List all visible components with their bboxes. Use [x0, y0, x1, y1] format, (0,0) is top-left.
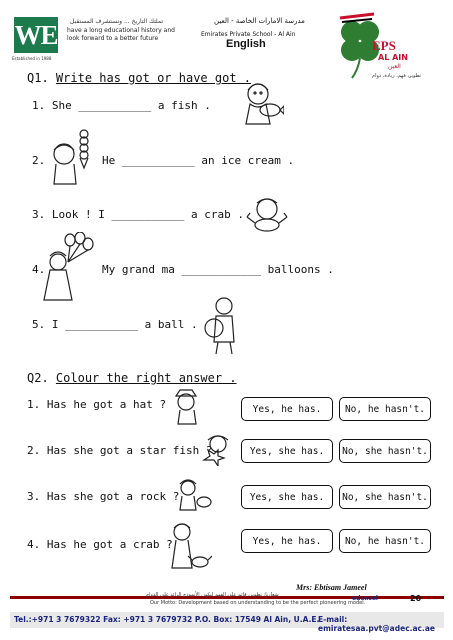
contact-info: Tel.:+971 3 7679322 Fax: +971 3 7679732 P.O. Box: 17549 Al Ain, U.A.E. [14, 615, 320, 624]
school-name-english: Emirates Private School - Al Ain [201, 31, 296, 38]
eps-al-ain: AL AIN [378, 53, 408, 62]
answer-option-no[interactable]: No, he hasn't. [339, 397, 431, 421]
eps-arabic: العين [388, 63, 401, 70]
ball-boy-picture [202, 296, 242, 356]
q1-item-4-sentence: My grand ma ____________ balloons . [102, 263, 334, 276]
our-motto-arabic: شعارنا: تطوير، قائم على الفهم لنكون الأنموذج الرائد على الدوام [146, 592, 279, 598]
answer-option-yes[interactable]: Yes, he has. [241, 397, 333, 421]
answer-blank[interactable]: ___________ [111, 208, 185, 221]
crab-kid-picture [244, 195, 290, 233]
q1-item-3: 3. Look ! I ___________ a crab . [32, 208, 244, 221]
grandma-balloons-picture [40, 232, 98, 304]
answer-blank[interactable]: ___________ [65, 318, 138, 331]
q2-question-2: 2. Has she got a star fish ? [27, 444, 213, 457]
answer-blank[interactable]: ___________ [78, 99, 152, 112]
answer-blank[interactable]: ___________ [121, 154, 195, 167]
edexcel-logo: edexcel [352, 595, 378, 602]
email-address: E-mail: emiratesaa.pvt@adec.ac.ae [318, 615, 435, 633]
answer-option-no[interactable]: No, she hasn't. [339, 485, 431, 509]
page-number: 20 [410, 594, 422, 603]
established-note: Established in 1988 [12, 56, 52, 61]
q1-title: Q1. Write has got or have got . [27, 71, 251, 85]
starfish-girl-picture [200, 432, 236, 466]
q2-question-3: 3. Has she got a rock ? [27, 490, 180, 503]
we-logo: WE [14, 17, 58, 53]
rock-girl-picture [172, 478, 212, 512]
ice-cream-boy-picture [44, 128, 94, 186]
fish-girl-picture [236, 80, 284, 126]
answer-option-yes[interactable]: Yes, he has. [241, 529, 333, 553]
q1-item-2-sentence: He ___________ an ice cream . [102, 154, 295, 167]
school-name-arabic: مدرسة الامارات الخاصة - العين [214, 17, 305, 25]
q2-question-4: 4. Has he got a crab ? [27, 538, 173, 551]
q1-item-4: 4. [32, 263, 46, 276]
q1-item-1: 1. She ___________ a fish . [32, 99, 211, 112]
q2-title: Q2. Colour the right answer . [27, 371, 237, 385]
eps-tagline: تطوير، فهم، ريادة، دوام [372, 73, 422, 79]
q2-question-1: 1. Has he got a hat ? [27, 398, 167, 411]
hat-boy-picture [170, 386, 204, 426]
subject-title: English [226, 38, 266, 50]
motto-english: have a long educational history and look forward to a better future [67, 27, 175, 42]
answer-option-yes[interactable]: Yes, she has. [241, 485, 333, 509]
crab-boy-picture [168, 522, 212, 572]
answer-blank[interactable]: ____________ [181, 263, 261, 276]
eps-logo-text: EPS [372, 38, 396, 53]
q1-item-5: 5. I ___________ a ball . [32, 318, 198, 331]
our-motto: Our Motto: Development based on understanding to be the perfect pioneering model. [150, 600, 366, 606]
motto-arabic: تملتك التاريخ ... ونستشرف المستقبل [70, 18, 164, 25]
answer-option-yes[interactable]: Yes, she has. [241, 439, 333, 463]
answer-option-no[interactable]: No, he hasn't. [339, 529, 431, 553]
teacher-name: Mrs: Ebtisam Jameel [296, 583, 367, 592]
q1-item-2: 2. [32, 154, 46, 167]
answer-option-no[interactable]: No, she hasn't. [339, 439, 431, 463]
